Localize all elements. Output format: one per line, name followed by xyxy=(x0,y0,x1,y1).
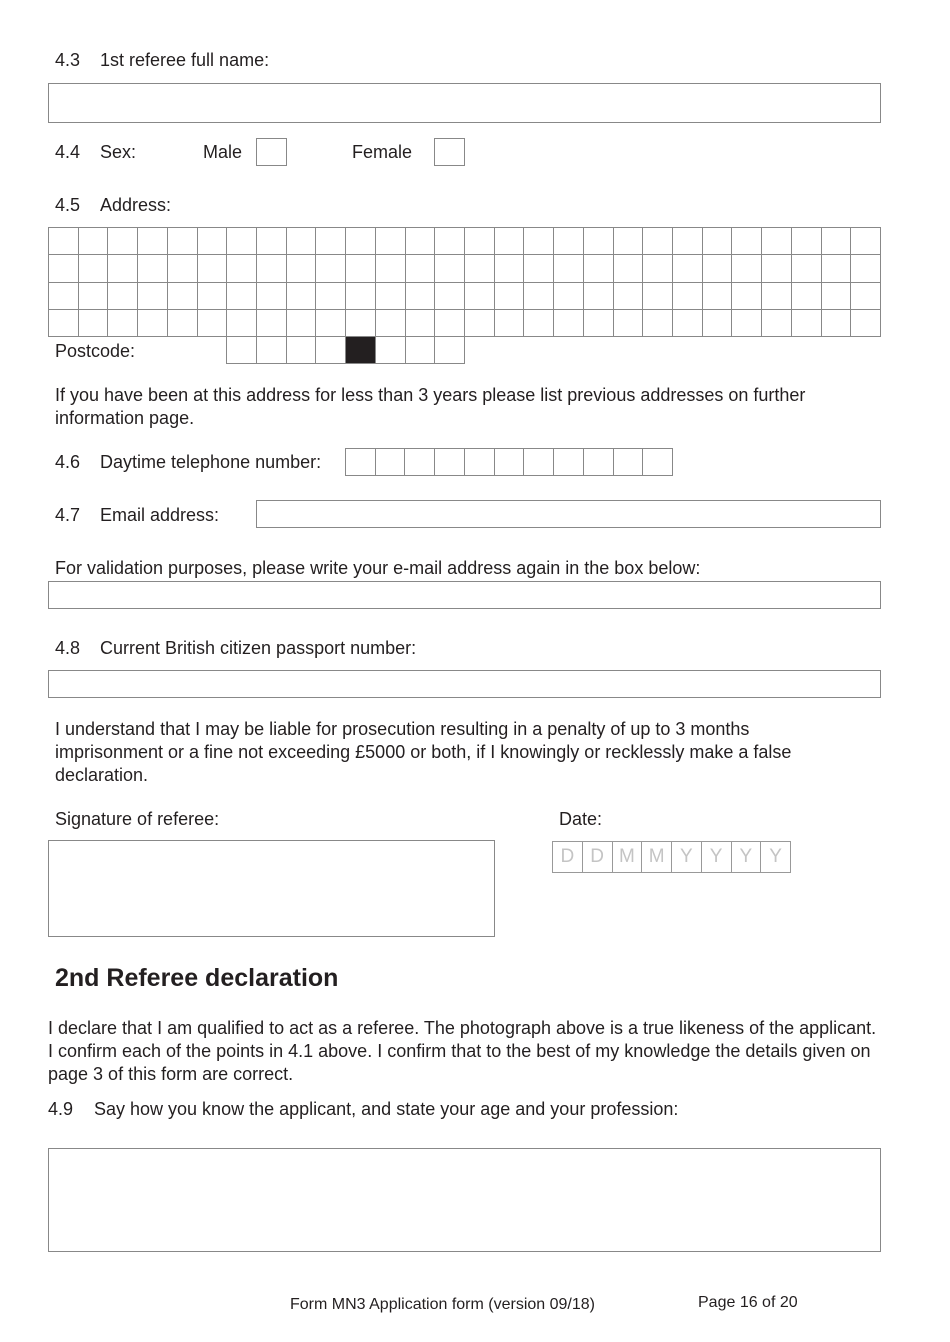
date-label: Date: xyxy=(559,809,603,829)
address-cell[interactable] xyxy=(346,310,376,337)
address-cell[interactable] xyxy=(851,283,881,310)
address-cell[interactable] xyxy=(346,255,376,282)
address-cell[interactable] xyxy=(703,228,733,255)
address-cell[interactable] xyxy=(822,228,852,255)
postcode-cell[interactable] xyxy=(376,337,406,364)
address-cell[interactable] xyxy=(79,255,109,282)
address-cell[interactable] xyxy=(732,255,762,282)
phone-cell[interactable] xyxy=(376,449,406,476)
address-cell[interactable] xyxy=(168,228,198,255)
address-cell[interactable] xyxy=(584,228,614,255)
male-checkbox[interactable] xyxy=(256,138,287,166)
q45-label: Address: xyxy=(100,195,172,215)
address-cell[interactable] xyxy=(108,310,138,337)
address-cell[interactable] xyxy=(198,310,228,337)
address-cell[interactable] xyxy=(703,283,733,310)
address-cell[interactable] xyxy=(198,228,228,255)
address-cell[interactable] xyxy=(465,228,495,255)
address-cell[interactable] xyxy=(49,228,79,255)
address-cell[interactable] xyxy=(435,283,465,310)
address-cell[interactable] xyxy=(108,228,138,255)
email-validation-text: For validation purposes, please write your e-mail address again in the box below: xyxy=(55,558,701,578)
declaration-text: I understand that I may be liable for prosecution resulting in a penalty of up to 3 months imprisonment or a fine not exceeding £5000 or both, if I knowingly or recklessly make a false declaration. xyxy=(55,719,792,785)
postcode-cell[interactable] xyxy=(435,337,465,364)
address-cell[interactable] xyxy=(138,228,168,255)
postcode-cell[interactable] xyxy=(257,337,287,364)
address-cell[interactable] xyxy=(495,283,525,310)
phone-cell[interactable] xyxy=(465,449,495,476)
address-cell[interactable] xyxy=(465,310,495,337)
date-cell[interactable]: Y xyxy=(702,842,732,873)
address-cell[interactable] xyxy=(376,255,406,282)
phone-cell[interactable] xyxy=(495,449,525,476)
date-cell[interactable]: M xyxy=(613,842,643,873)
q44-label: Sex: xyxy=(100,142,137,162)
male-label: Male xyxy=(203,142,243,162)
address-cell[interactable] xyxy=(406,283,436,310)
address-cell[interactable] xyxy=(138,283,168,310)
signature-label: Signature of referee: xyxy=(55,809,220,829)
address-cell[interactable] xyxy=(376,228,406,255)
address-cell[interactable] xyxy=(732,310,762,337)
phone-cell[interactable] xyxy=(405,449,435,476)
passport-number-input[interactable] xyxy=(48,670,881,698)
address-cell[interactable] xyxy=(673,255,703,282)
address-cell[interactable] xyxy=(495,255,525,282)
address-cell[interactable] xyxy=(406,228,436,255)
address-cell[interactable] xyxy=(257,283,287,310)
phone-cell[interactable] xyxy=(614,449,644,476)
date-cell[interactable]: Y xyxy=(672,842,702,873)
address-cell[interactable] xyxy=(287,310,317,337)
address-cell[interactable] xyxy=(762,255,792,282)
address-cell[interactable] xyxy=(257,255,287,282)
address-cell[interactable] xyxy=(495,310,525,337)
postcode-grid[interactable] xyxy=(226,336,465,364)
address-cell[interactable] xyxy=(524,255,554,282)
phone-grid[interactable] xyxy=(345,448,673,476)
address-cell[interactable] xyxy=(792,310,822,337)
address-cell[interactable] xyxy=(287,228,317,255)
address-cell[interactable] xyxy=(227,283,257,310)
address-cell[interactable] xyxy=(287,283,317,310)
address-cell[interactable] xyxy=(554,228,584,255)
q46-number: 4.6 xyxy=(55,452,81,472)
address-cell[interactable] xyxy=(673,283,703,310)
address-cell[interactable] xyxy=(822,283,852,310)
footer-page-number: Page 16 of 20 xyxy=(698,1294,798,1311)
address-cell[interactable] xyxy=(643,310,673,337)
date-cell[interactable]: Y xyxy=(761,842,791,873)
female-label: Female xyxy=(352,142,413,162)
date-cell[interactable]: D xyxy=(583,842,613,873)
second-referee-heading: 2nd Referee declaration xyxy=(55,964,339,992)
address-cell[interactable] xyxy=(554,283,584,310)
date-grid[interactable] xyxy=(552,841,791,873)
address-cell[interactable] xyxy=(703,310,733,337)
address-cell[interactable] xyxy=(822,310,852,337)
address-cell[interactable] xyxy=(406,310,436,337)
phone-cell[interactable] xyxy=(554,449,584,476)
address-cell[interactable] xyxy=(406,255,436,282)
postcode-cell[interactable] xyxy=(316,337,346,364)
address-cell[interactable] xyxy=(822,255,852,282)
date-cell[interactable]: M xyxy=(642,842,672,873)
address-cell[interactable] xyxy=(316,283,346,310)
address-cell[interactable] xyxy=(554,310,584,337)
address-cell[interactable] xyxy=(732,283,762,310)
signature-box[interactable] xyxy=(48,840,495,937)
q43-number: 4.3 xyxy=(55,50,81,70)
address-cell[interactable] xyxy=(762,310,792,337)
q49-number: 4.9 xyxy=(48,1099,74,1119)
address-cell[interactable] xyxy=(168,310,198,337)
address-cell[interactable] xyxy=(227,228,257,255)
address-cell[interactable] xyxy=(584,310,614,337)
address-cell[interactable] xyxy=(524,228,554,255)
address-cell[interactable] xyxy=(346,283,376,310)
phone-cell[interactable] xyxy=(435,449,465,476)
address-cell[interactable] xyxy=(108,255,138,282)
address-cell[interactable] xyxy=(376,310,406,337)
address-cell[interactable] xyxy=(584,255,614,282)
email-input[interactable] xyxy=(256,500,881,528)
address-cell[interactable] xyxy=(762,228,792,255)
address-cell[interactable] xyxy=(168,283,198,310)
postcode-cell[interactable] xyxy=(406,337,436,364)
email-confirm-input[interactable] xyxy=(48,581,881,609)
address-cell[interactable] xyxy=(49,255,79,282)
address-cell[interactable] xyxy=(614,255,644,282)
address-cell[interactable] xyxy=(465,255,495,282)
address-cell[interactable] xyxy=(257,228,287,255)
address-cell[interactable] xyxy=(643,228,673,255)
address-cell[interactable] xyxy=(792,255,822,282)
address-cell[interactable] xyxy=(851,255,881,282)
address-cell[interactable] xyxy=(227,310,257,337)
q43-label: 1st referee full name: xyxy=(100,50,270,70)
address-cell[interactable] xyxy=(198,283,228,310)
address-cell[interactable] xyxy=(524,310,554,337)
address-cell[interactable] xyxy=(49,310,79,337)
address-cell[interactable] xyxy=(703,255,733,282)
address-cell[interactable] xyxy=(673,310,703,337)
postcode-cell[interactable] xyxy=(227,337,257,364)
address-note: If you have been at this address for less than 3 years please list previous addresses on further information page. xyxy=(55,385,806,428)
address-cell[interactable] xyxy=(614,310,644,337)
address-cell[interactable] xyxy=(465,283,495,310)
address-cell[interactable] xyxy=(376,283,406,310)
address-cell[interactable] xyxy=(168,255,198,282)
address-cell[interactable] xyxy=(138,310,168,337)
q47-number: 4.7 xyxy=(55,505,81,525)
second-referee-text: I declare that I am qualified to act as a referee. The photograph above is a true likeness of the applicant. I confirm each of the points in 4.1 above. I confirm that to the best of my knowledge the details given on page 3 of this form are correct. xyxy=(48,1018,877,1084)
address-cell[interactable] xyxy=(643,255,673,282)
address-cell[interactable] xyxy=(614,228,644,255)
address-cell[interactable] xyxy=(227,255,257,282)
address-cell[interactable] xyxy=(316,310,346,337)
female-checkbox[interactable] xyxy=(434,138,465,166)
date-cell[interactable]: D xyxy=(553,842,583,873)
postcode-cell[interactable] xyxy=(287,337,317,364)
q46-label: Daytime telephone number: xyxy=(100,452,322,472)
q44-number: 4.4 xyxy=(55,142,81,162)
address-cell[interactable] xyxy=(287,255,317,282)
address-cell[interactable] xyxy=(346,228,376,255)
address-cell[interactable] xyxy=(316,255,346,282)
address-cell[interactable] xyxy=(257,310,287,337)
address-cell[interactable] xyxy=(435,228,465,255)
address-cell[interactable] xyxy=(198,255,228,282)
address-cell[interactable] xyxy=(554,255,584,282)
address-cell[interactable] xyxy=(108,283,138,310)
address-cell[interactable] xyxy=(673,228,703,255)
phone-cell[interactable] xyxy=(584,449,614,476)
address-cell[interactable] xyxy=(79,310,109,337)
address-cell[interactable] xyxy=(762,283,792,310)
address-cell[interactable] xyxy=(792,283,822,310)
phone-cell[interactable] xyxy=(524,449,554,476)
address-cell[interactable] xyxy=(851,310,881,337)
address-cell[interactable] xyxy=(851,228,881,255)
address-cell[interactable] xyxy=(79,228,109,255)
q48-number: 4.8 xyxy=(55,638,81,658)
postcode-cell[interactable] xyxy=(346,337,376,364)
address-grid[interactable] xyxy=(48,227,881,337)
address-cell[interactable] xyxy=(643,283,673,310)
footer-form-name: Form MN3 Application form (version 09/18) xyxy=(290,1296,595,1313)
address-cell[interactable] xyxy=(495,228,525,255)
address-cell[interactable] xyxy=(792,228,822,255)
relationship-input[interactable] xyxy=(48,1148,881,1252)
phone-cell[interactable] xyxy=(346,449,376,476)
date-cell[interactable]: Y xyxy=(732,842,762,873)
address-cell[interactable] xyxy=(435,310,465,337)
address-cell[interactable] xyxy=(49,283,79,310)
q49-label: Say how you know the applicant, and state your age and your profession: xyxy=(94,1099,679,1119)
address-cell[interactable] xyxy=(614,283,644,310)
address-cell[interactable] xyxy=(435,255,465,282)
q48-label: Current British citizen passport number: xyxy=(100,638,417,658)
address-cell[interactable] xyxy=(316,228,346,255)
q47-label: Email address: xyxy=(100,505,220,525)
address-cell[interactable] xyxy=(584,283,614,310)
referee-full-name-input[interactable] xyxy=(48,83,881,123)
address-cell[interactable] xyxy=(138,255,168,282)
address-cell[interactable] xyxy=(79,283,109,310)
address-cell[interactable] xyxy=(732,228,762,255)
postcode-label: Postcode: xyxy=(55,341,136,361)
address-cell[interactable] xyxy=(524,283,554,310)
q45-number: 4.5 xyxy=(55,195,81,215)
phone-cell[interactable] xyxy=(643,449,673,476)
